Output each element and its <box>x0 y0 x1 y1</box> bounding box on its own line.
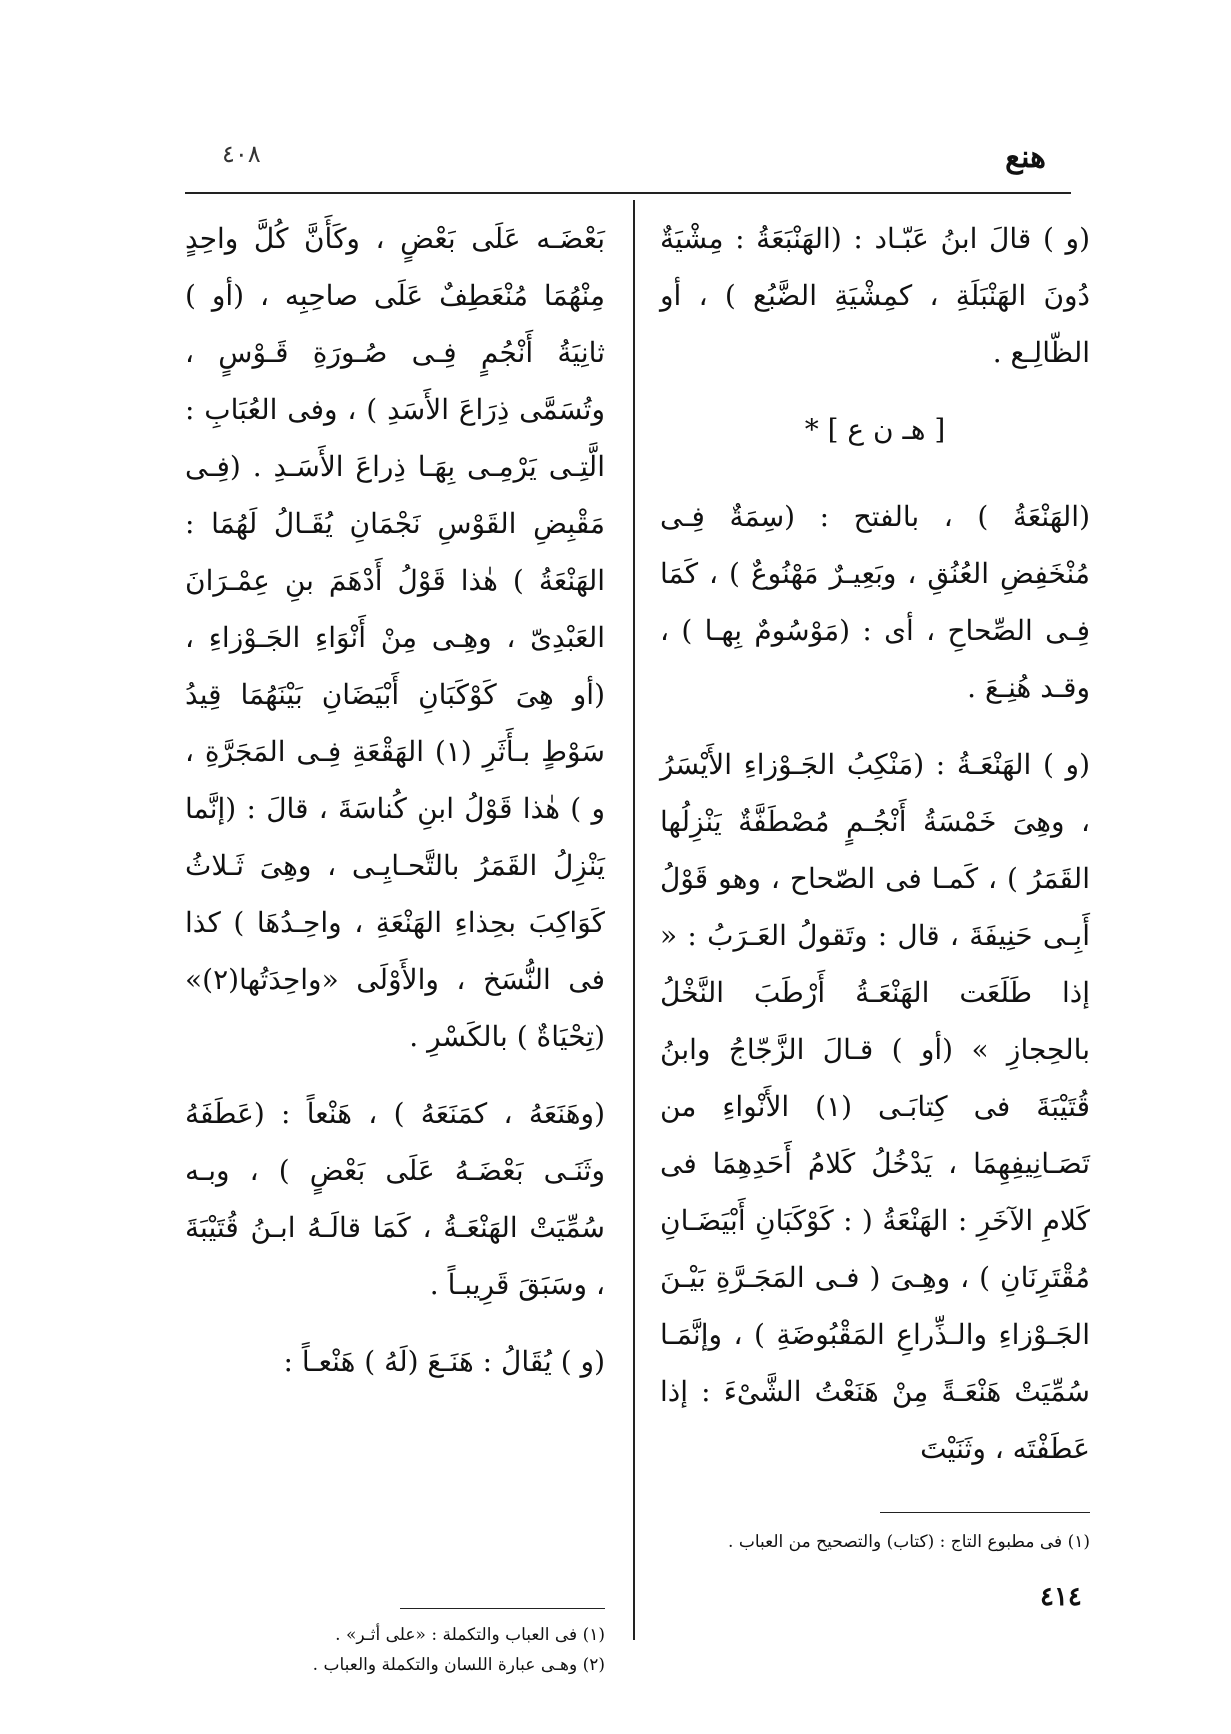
footnotes-right <box>660 1527 1090 1557</box>
footnote-rule-left <box>400 1608 605 1609</box>
running-title: هنع <box>1005 140 1046 175</box>
entry-hanaa-mark: (الهَنْعَةُ ) ، بالفتح : (سِمَةٌ فِـى مُنْخَفِضِ العُنُقِ ، وبَعِيـرٌ مَهْنُوعٌ ) ، كَمَا فِـى الصِّحاحِ ، أى : (مَوْسُومٌ بِهـا ) ، وقـد هُنِـعَ . <box>660 500 1090 704</box>
page-number: ٤١٤ <box>1040 1582 1082 1612</box>
footnotes-left <box>185 1620 605 1680</box>
entry-hanbaa: (و ) قالَ ابنُ عَبّـاد : (الهَنْبَعَةُ : مِشْيَةٌ دُونَ الهَنْبَلَةِ ، كمِشْيَةِ الضَّبُع ) ، أو الظّالِـع . <box>660 222 1090 369</box>
entry-continuation: بَعْضَـه عَلَى بَعْضٍ ، وكَأَنَّ كُلَّ واحِدٍ مِنْهُمَا مُنْعَطِفٌ عَلَى صاحِبِه ، (أو ) ثانِيَةُ أَنْجُمٍ فِـى صُـورَةِ قَـوْسٍ ، وتُسَمَّى ذِرَاعَ الأَسَدِ ) ، وفى العُبَابِ : الَّتِـى يَرْمِـى بِهَـا ذِراعَ الأَسَـدِ . (فِـى مَقْبِضِ القَوْسِ نَجْمَانِ يُقَـالُ لَهُمَا : الهَنْعَةُ ) هٰذا قَوْلُ أَدْهَمَ بنِ عِمْـرَانَ العَبْدِىّ ، وهِـى مِنْ أَنْوَاءِ الجَـوْزاءِ ، (أو هِىَ كَوْكَبَانِ أَبْيَضَانِ بَيْنَهُمَا قِيدُ سَوْطٍ بـأَثَرِ (١) الهَقْعَةِ فِـى المَجَرَّةِ ، و ) هٰذا قَوْلُ ابنِ كُناسَةَ ، قالَ : (إنَّما يَنْزِلُ القَمَرُ بالتَّحـايِـى ، وهِىَ ثَـلاثُ كَوَاكِبَ بحِذاءِ الهَنْعَةِ ، واحِـدُهَا ) كذا فى النُّسَخ ، والأَوْلَى «واحِدَتُها(٢)» (تِحْيَاةٌ ) بالكَسْرِ . <box>185 222 605 1053</box>
column-divider <box>633 200 635 1640</box>
footnote-rule-right <box>880 1512 1090 1513</box>
footnote: (١) فى مطبوع التاج : (كتاب) والتصحيح من العباب . <box>728 1532 1090 1552</box>
header-rule <box>185 192 1071 194</box>
right-column <box>660 210 1090 1497</box>
entry-hanaa-stars: (و ) الهَنْعَـةُ : (مَنْكِبُ الجَـوْزاءِ الأَيْسَرُ ، وهِىَ خَمْسَةُ أَنْجُـمٍ مُصْطَفَّةٌ يَنْزِلُها القَمَرُ ) ، كَمـا فى الصّحاح ، وهو قَوْلُ أَبِـى حَنِيفَةَ ، قال : وتَقولُ العَـرَبُ : « إذا طَلَعَت الهَنْعَـةُ أَرْطَبَ النَّخْلُ بالحِجازِ » (أو ) قـالَ الزَّجّاجُ وابنُ قُتَيْبَةَ فى كِتابَـى (١) الأَنْواءِ من تَصَـانِيفِهِمَا ، يَدْخُلُ كَلامُ أَحَدِهِمَا فى كَلامِ الآخَرِ : الهَنْعَةُ ( : كَوْكَبَانِ أَبْيَضَـانِ مُقْتَرِنَانِ ) ، وهِـىَ ( فـى المَجَـرَّةِ بَيْـنَ الجَـوْزاءِ والـذِّراعِ المَقْبُوضَةِ ) ، وإنَّمَـا سُمِّيَتْ هَنْعَـةً مِنْ هَنَعْتُ الشَّىْءَ : إذا عَطَفْتَه ، وثَنَيْتَ <box>660 748 1090 1465</box>
footnote: (٢) وهـى عبارة اللسان والتكملة والعباب . <box>312 1655 605 1675</box>
entry-yuqalu: (و ) يُقَالُ : هَنَـعَ (لَهُ ) هَنْعـاً : <box>283 1345 605 1378</box>
footnote: (١) فى العباب والتكملة : «على أثـر» . <box>335 1625 605 1645</box>
left-column <box>185 210 605 1410</box>
header-marker: ٤٠٨ <box>222 140 261 168</box>
root-heading: [ هـ ن ع ] * <box>804 413 946 446</box>
entry-hanaahu: (وهَنَعَهُ ، كمَنَعَهُ ) ، هَنْعاً : (عَطَفَهُ وثَنَـى بَعْضَـهُ عَلَى بَعْضٍ ) ، وبـه سُمِّيَتْ الهَنْعَـةُ ، كَمَا قالَـهُ ابـنُ قُتَيْبَةَ ، وسَبَقَ قَرِيبـاً . <box>185 1097 605 1301</box>
